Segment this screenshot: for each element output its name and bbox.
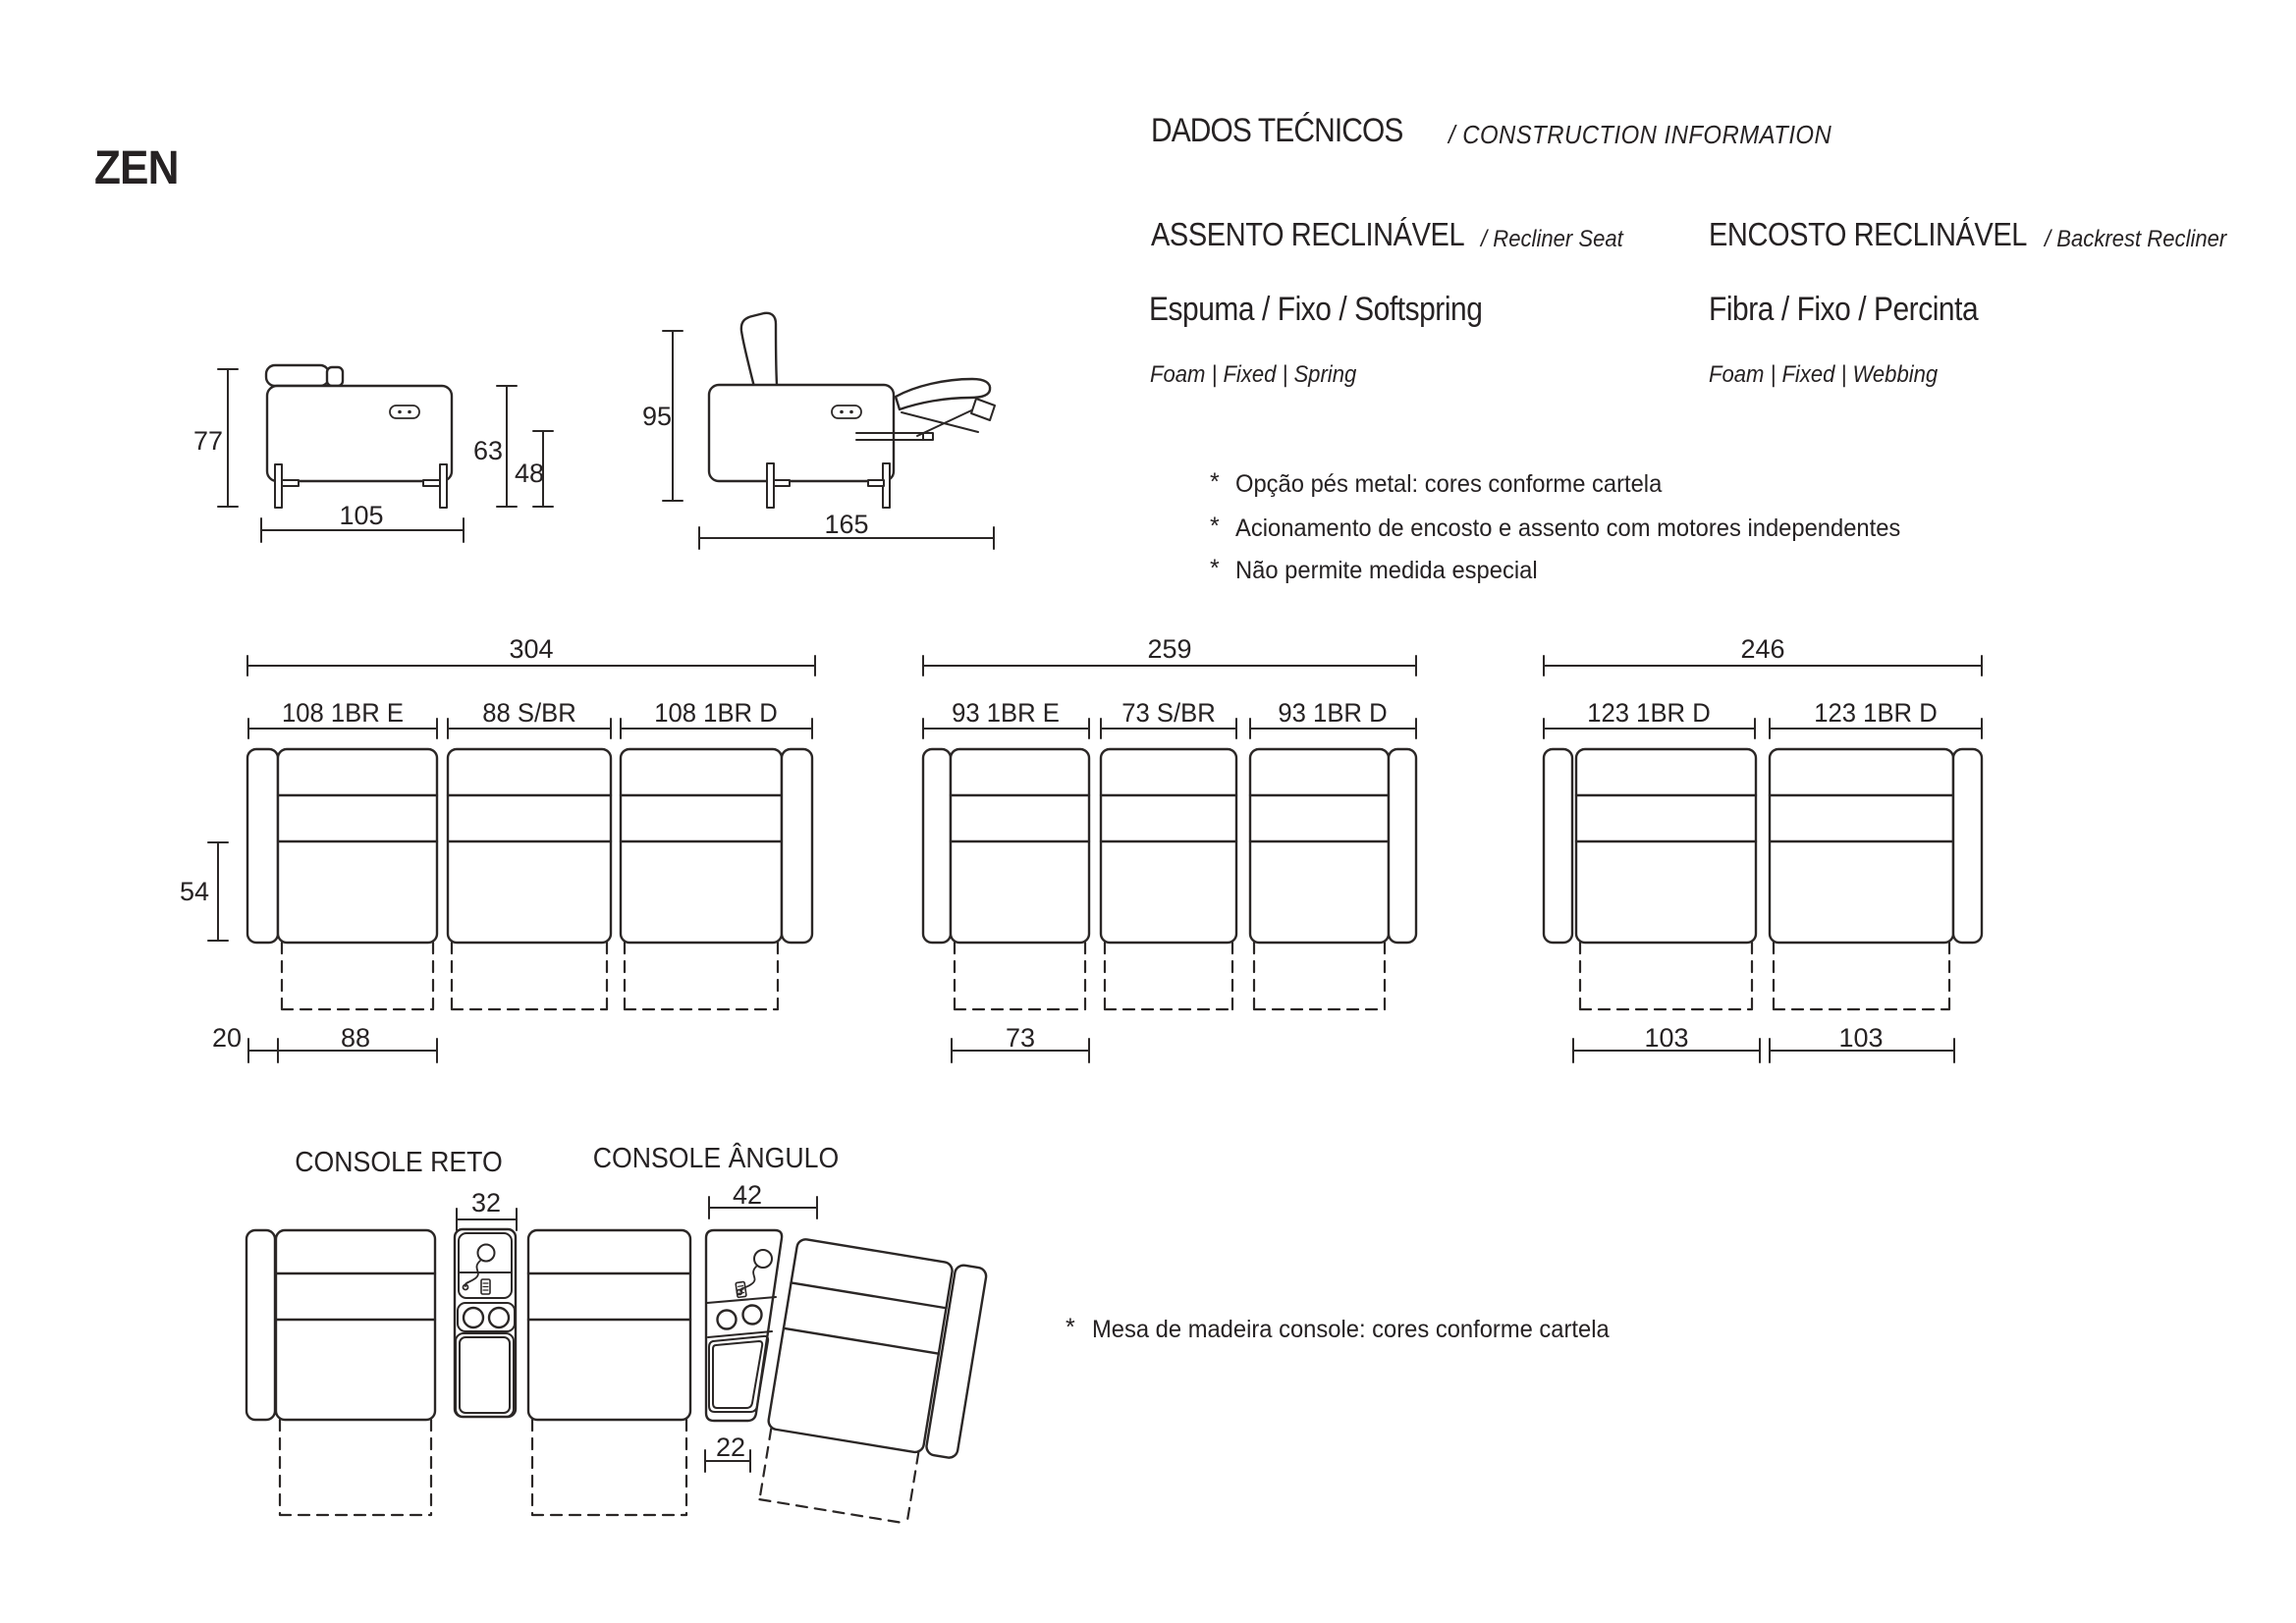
dim-layout3-total: 246 [1740, 634, 1785, 664]
layout3-section-label: 123 1BR D [1587, 698, 1711, 728]
dim-console-angulo-width: 42 [732, 1180, 763, 1210]
dim-layout2-module-width: 73 [1005, 1023, 1036, 1053]
note-feet-metal: Opção pés metal: cores conforme cartela [1235, 470, 1663, 498]
backrest-spec-options-en: Foam | Fixed | Webbing [1709, 361, 1939, 388]
note-bullet-star: * [1066, 1314, 1075, 1341]
note-bullet-star: * [1210, 468, 1220, 496]
dim-closed-depth: 105 [339, 501, 384, 530]
note-bullet-star: * [1210, 513, 1220, 540]
seat-spec-subtitle: / Recliner Seat [1481, 226, 1623, 252]
note-no-special-size: Não permite medida especial [1235, 557, 1538, 584]
console-angulo-drawing [706, 1230, 782, 1421]
console-reto-drawing [455, 1229, 516, 1417]
dim-layout3-module-width: 103 [1838, 1023, 1884, 1053]
layout2-section-label: 73 S/BR [1121, 698, 1216, 728]
dim-arm-width: 20 [211, 1023, 243, 1053]
page-title: ZEN [94, 142, 179, 194]
angled-module-drawing [756, 1238, 988, 1530]
seat-spec-title: ASSENTO RECLINÁVEL [1151, 216, 1465, 252]
layout1-section-label: 108 1BR E [281, 698, 405, 728]
layout2-section-label: 93 1BR D [1278, 698, 1388, 728]
layout2-section-label: 93 1BR E [952, 698, 1060, 728]
layout1-section-label: 108 1BR D [654, 698, 778, 728]
seat-spec-options: Espuma / Fixo / Softspring [1149, 291, 1483, 328]
layout1-section-label: 88 S/BR [482, 698, 576, 728]
note-bullet-star: * [1210, 555, 1220, 582]
dim-layout3-module-width: 103 [1644, 1023, 1689, 1053]
dim-console-reto-width: 32 [470, 1188, 502, 1217]
dim-closed-back-height: 63 [472, 436, 504, 465]
section-subtitle-construction: / CONSTRUCTION INFORMATION [1449, 120, 1832, 149]
dim-seat-depth: 54 [179, 877, 210, 906]
dim-closed-height: 77 [192, 426, 224, 456]
section-title-dados-tecnicos: DADOS TEĆNICOS [1151, 112, 1403, 149]
dim-console-angulo-bottom: 22 [715, 1433, 746, 1462]
console-row-drawing [246, 1197, 987, 1530]
console-angulo-title: CONSOLE ÂNGULO [592, 1143, 840, 1174]
backrest-spec-title: ENCOSTO RECLINÁVEL [1709, 216, 2027, 252]
layout3-section-label: 123 1BR D [1814, 698, 1938, 728]
dim-layout2-total: 259 [1147, 634, 1192, 664]
dim-closed-seat-height: 48 [514, 459, 545, 488]
note-independent-motors: Acionamento de encosto e assento com motores independentes [1235, 514, 1901, 542]
backrest-spec-subtitle: / Backrest Recliner [2045, 226, 2227, 252]
dim-layout1-module-width: 88 [340, 1023, 371, 1053]
backrest-spec-options: Fibra / Fixo / Percinta [1709, 291, 1979, 328]
console-wood-note: Mesa de madeira console: cores conforme cartela [1092, 1316, 1610, 1343]
dim-open-height: 95 [641, 402, 673, 431]
console-reto-title: CONSOLE RETO [295, 1147, 503, 1178]
seat-spec-options-en: Foam | Fixed | Spring [1150, 361, 1357, 388]
dim-layout1-total: 304 [509, 634, 554, 664]
dim-open-depth: 165 [824, 510, 869, 539]
